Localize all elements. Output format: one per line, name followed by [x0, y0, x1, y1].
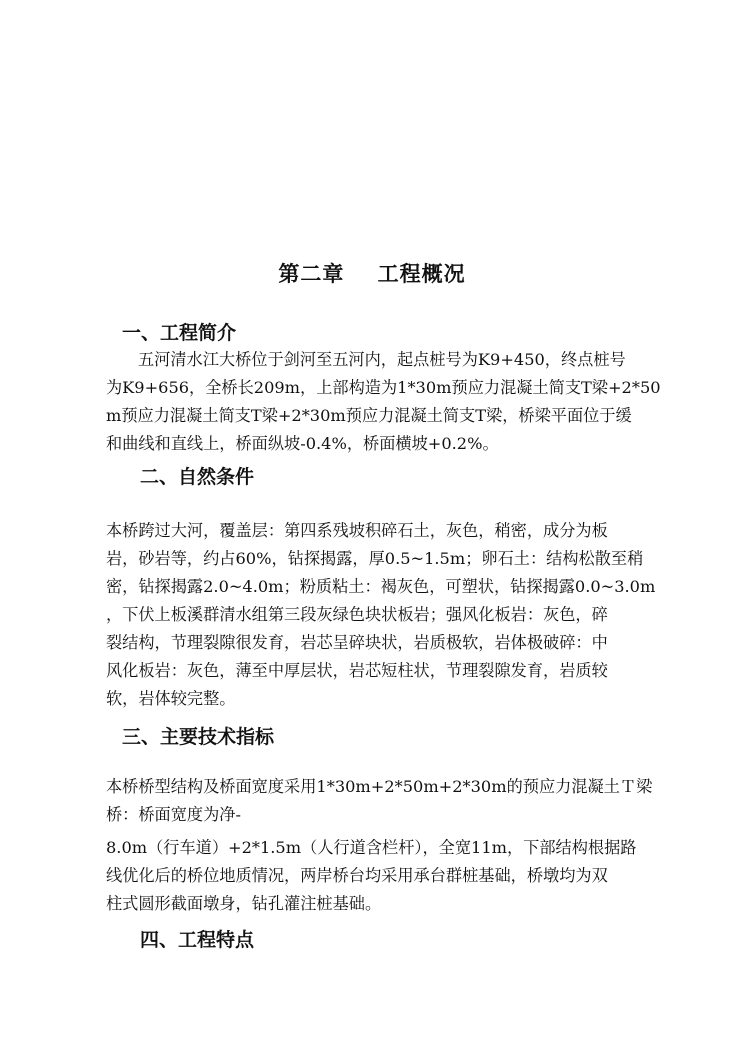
paragraph-line: m预应力混凝土简支T梁+2*30m预应力混凝土简支T梁，桥梁平面位于缓	[106, 406, 632, 425]
paragraph-line: 裂结构，节理裂隙很发育，岩芯呈碎块状，岩质极软，岩体极破碎：中	[106, 633, 608, 652]
paragraph-line: 柱式圆形截面墩身，钻孔灌注桩基础。	[106, 894, 382, 913]
section-heading-overview: 一、工程简介	[122, 322, 237, 344]
paragraph-line: 密，钻探揭露2.0~4.0m；粉质粘土：褐灰色，可塑状，钻探揭露0.0~3.0m	[106, 577, 656, 596]
section-heading-technical-specs: 三、主要技术指标	[122, 726, 275, 748]
paragraph-line: 五河清水江大桥位于剑河至五河内，起点桩号为K9+450，终点桩号	[138, 350, 626, 369]
paragraph-line: 岩，砂岩等，约占60%，钻探揭露，厚0.5~1.5m；卵石土：结构松散至稍	[106, 549, 644, 568]
paragraph-line: 本桥桥型结构及桥面宽度采用1*30m+2*50m+2*30m的预应力混凝土Ｔ梁	[106, 777, 653, 796]
paragraph-line: 桥：桥面宽度为净-	[106, 805, 241, 824]
paragraph-line: 风化板岩：灰色，薄至中厚层状，岩芯短柱状，节理裂隙发育，岩质较	[106, 661, 608, 680]
paragraph-line: 和曲线和直线上，桥面纵坡-0.4%，桥面横坡+0.2%。	[106, 434, 499, 453]
paragraph-line: 为K9+656，全桥长209m，上部构造为1*30m预应力混凝土简支T梁+2*50	[106, 378, 661, 397]
section-heading-project-features: 四、工程特点	[140, 929, 255, 951]
paragraph-line: ，下伏上板溪群清水组第三段灰绿色块状板岩；强风化板岩：灰色，碎	[106, 605, 608, 624]
section-heading-natural-conditions: 二、自然条件	[140, 466, 255, 488]
paragraph-line: 8.0m（行车道）+2*1.5m（人行道含栏杆），全宽11m，下部结构根据路	[106, 838, 637, 857]
paragraph-line: 线优化后的桥位地质情况，两岸桥台均采用承台群桩基础，桥墩均为双	[106, 866, 608, 885]
paragraph-line: 软，岩体较完整。	[106, 689, 236, 708]
paragraph-line: 本桥跨过大河，覆盖层：第四系残坡积碎石土，灰色，稍密，成分为板	[106, 521, 608, 540]
chapter-title: 第二章 工程概况	[278, 262, 466, 286]
